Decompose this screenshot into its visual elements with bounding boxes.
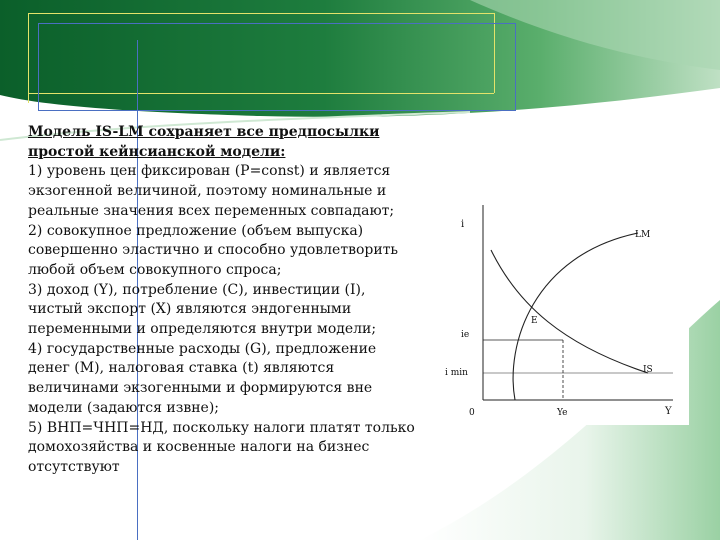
frame-line-blue-bottom [38,110,516,111]
body-line: модели (задаются извне); [28,399,220,416]
body-line: экзогенной величиной, поэтому номинальные и [28,183,387,200]
lm-label: LM [635,230,651,240]
slide-text [28,123,438,478]
is-label: IS [643,365,653,375]
frame-line-blue-top [38,23,516,24]
imin-tick-label: i min [445,368,468,378]
origin-label: 0 [469,408,475,418]
frame-line-yellow-bottom [28,93,494,94]
is-lm-chart [443,195,689,425]
frame-line-blue-right [515,23,516,111]
body-line: совершенно эластично и способно удовлетворить [28,242,399,259]
y-axis-label: i [461,219,465,230]
equilibrium-point-label: E [531,316,538,326]
body-line: 2) совокупное предложение (объем выпуска) [28,222,364,239]
body-line: величинами экзогенными и формируются вне [28,380,373,397]
body-line: 5) ВНП=ЧНП=НД, поскольку налоги платят только [28,419,415,436]
heading-line: простой кейнсианской модели: [28,143,286,160]
x-axis-label: Y [665,406,672,417]
frame-line-blue-left [38,23,39,111]
body-line: домохозяйства и косвенные налоги на бизнес [28,439,370,456]
body-line: чистый экспорт (X) являются эндогенными [28,301,352,318]
frame-line-yellow-right [494,13,495,93]
body-line: любой объем совокупного спроса; [28,261,282,278]
body-line: денег (M), налоговая ставка (t) являются [28,360,335,377]
ye-tick-label: Ye [557,408,568,418]
body-line: 3) доход (Y), потребление (C), инвестиции (I), [28,281,366,298]
body-line: переменными и определяются внутри модели; [28,321,377,338]
body-line: отсутствуют [28,458,120,475]
body-line: 1) уровень цен фиксирован (P=const) и является [28,163,391,180]
heading-line: Модель IS-LM сохраняет все предпосылки [28,124,380,140]
frame-line-yellow-left [28,13,29,103]
is-lm-chart-svg [443,195,689,425]
frame-line-yellow-top [28,13,494,14]
ie-tick-label: ie [461,330,470,340]
body-line: 4) государственные расходы (G), предложение [28,340,377,357]
body-line: реальные значения всех переменных совпадают; [28,202,395,219]
